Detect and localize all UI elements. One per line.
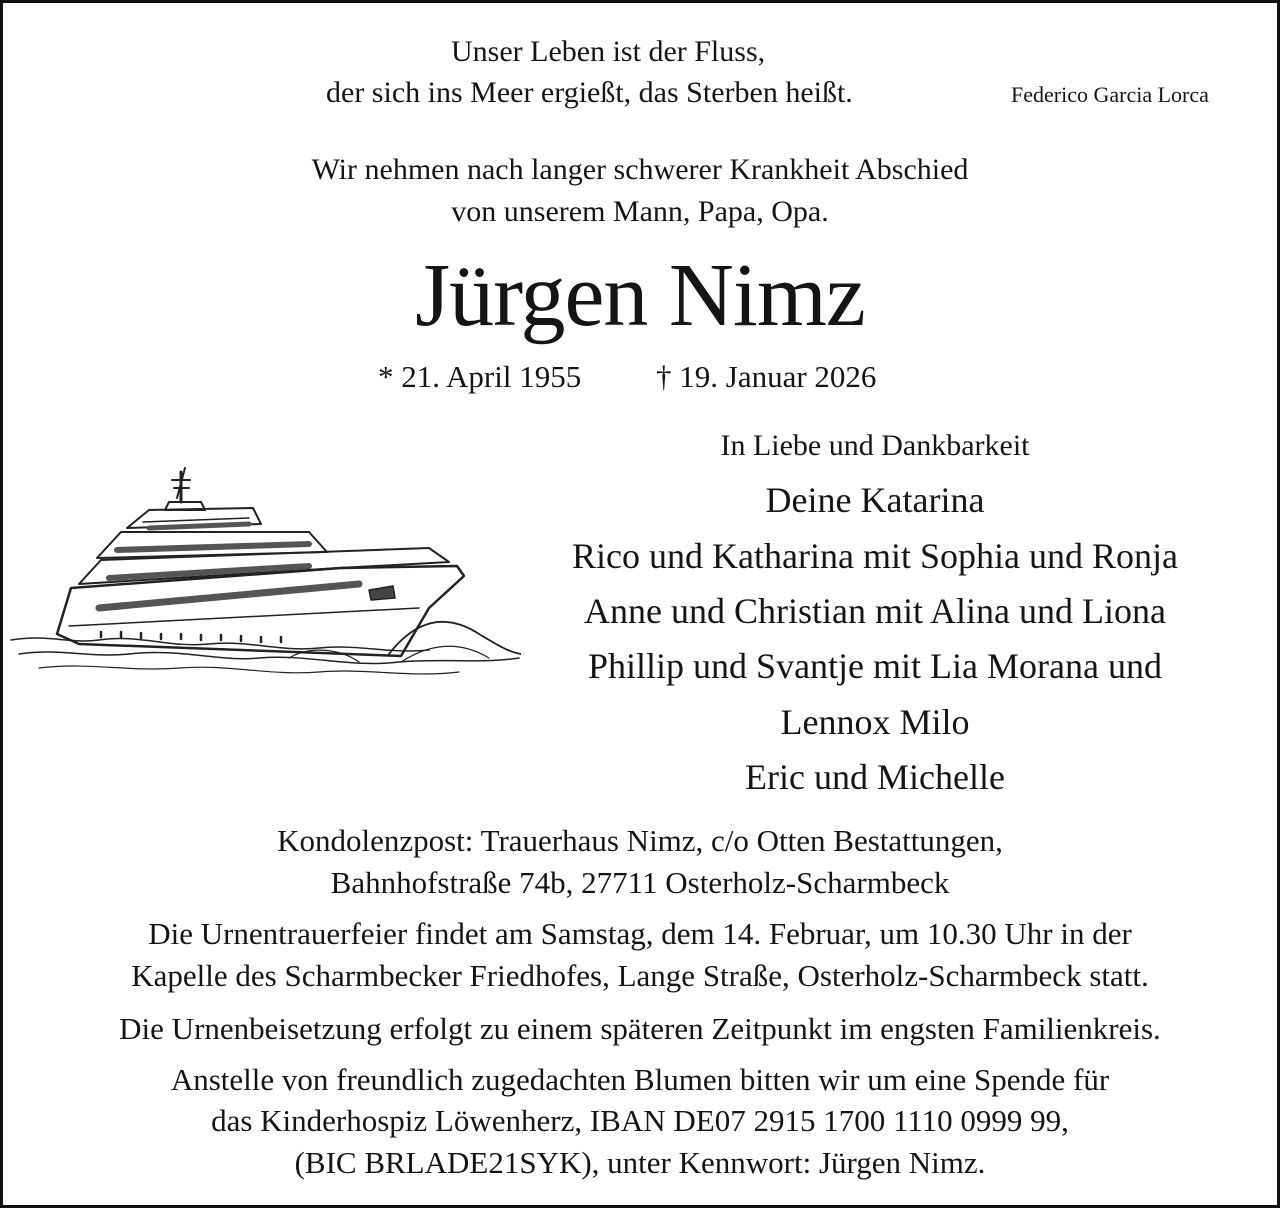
family-line-6: Eric und Michelle [745,757,1005,797]
family-line-1: Deine Katarina [765,480,985,520]
family-line-3: Anne und Christian mit Alina und Liona [584,591,1166,631]
family-line-5: Lennox Milo [780,702,970,742]
condolence-line-2: Bahnhofstraße 74b, 27711 Osterholz-Scharmbeck [330,865,950,900]
family-intro: In Liebe und Dankbarkeit [720,429,1030,462]
death-date: † 19. Januar 2026 [656,359,877,394]
ceremony-line-2: Kapelle des Scharmbecker Friedhofes, Lange Straße, Osterholz-Scharmbeck statt. [131,958,1149,993]
ceremony-line-1: Die Urnentrauerfeier findet am Samstag, dem 14. Februar, um 10.30 Uhr in der [148,916,1132,951]
family-line-4: Phillip und Svantje mit Lia Morana und [588,646,1162,686]
intro-line-2: von unserem Mann, Papa, Opa. [451,195,829,228]
donation-line-2: das Kinderhospiz Löwenherz, IBAN DE07 2915 1700 1110 0999 99, [211,1103,1069,1138]
family-line-2: Rico und Katharina mit Sophia und Ronja [572,536,1178,576]
donation-line-1: Anstelle von freundlich zugedachten Blumen bitten wir um eine Spende für [170,1062,1110,1097]
quote-author: Federico Garcia Lorca [1011,82,1209,107]
quote-line-2: der sich ins Meer ergießt, das Sterben heißt. [326,76,853,109]
intro-line-1: Wir nehmen nach langer schwerer Krankheit Abschied [311,153,969,186]
quote-line-1: Unser Leben ist der Fluss, [451,35,766,68]
burial-line: Die Urnenbeisetzung erfolgt zu einem späteren Zeitpunkt im engsten Familienkreis. [119,1011,1161,1046]
birth-date: * 21. April 1955 [378,359,582,394]
condolence-line-1: Kondolenzpost: Trauerhaus Nimz, c/o Otten Bestattungen, [277,823,1003,858]
deceased-name: Jürgen Nimz [415,246,865,345]
yacht-illustration [9,458,521,688]
donation-line-3: (BIC BRLADE21SYK), unter Kennwort: Jürgen Nimz. [294,1145,986,1180]
